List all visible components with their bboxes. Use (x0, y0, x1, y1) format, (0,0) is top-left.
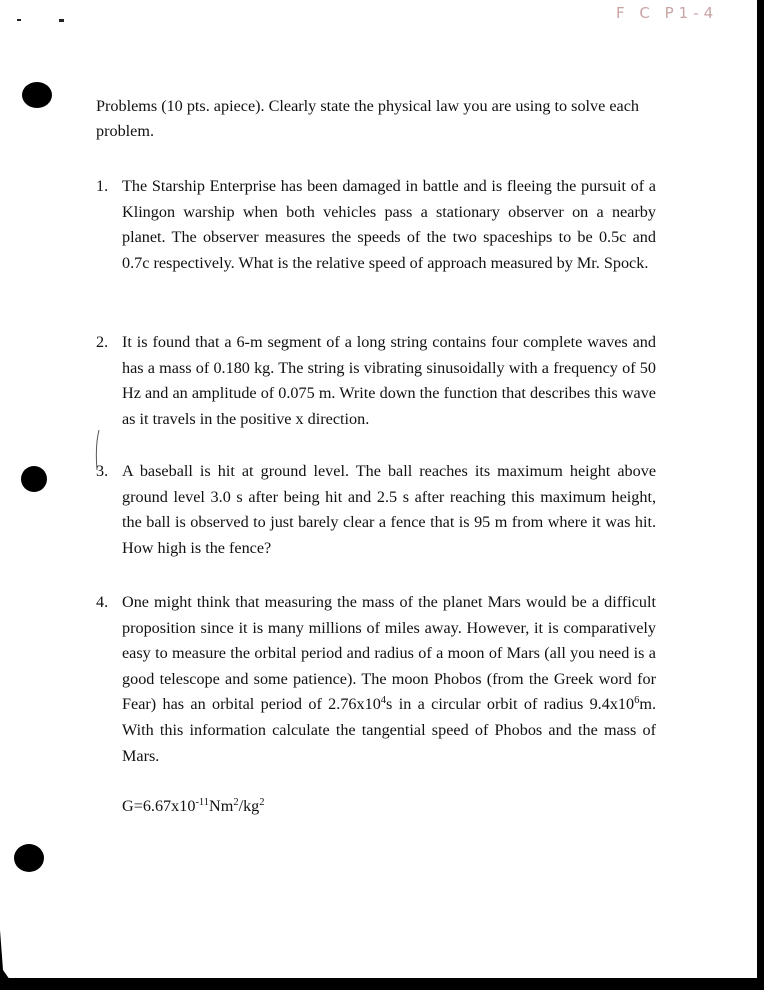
scan-border-bottom (0, 978, 764, 990)
problem-number: 3. (96, 462, 109, 480)
problem-text-part: s in a circular orbit of radius 9.4x10 (386, 695, 635, 714)
problem-item (96, 459, 656, 561)
gravitational-constant (122, 797, 265, 816)
problem-item (96, 590, 656, 769)
constant-part: G=6.67x10 (122, 797, 196, 815)
scan-dash-mark (59, 19, 64, 22)
exponent: 2 (259, 797, 265, 808)
scan-dash-mark (17, 19, 21, 21)
problem-number: 2. (96, 333, 109, 351)
problem-number: 4. (96, 593, 109, 611)
scan-border-right (757, 0, 764, 990)
constant-part: Nm (209, 797, 234, 815)
problem-text-part: One might think that measuring the mass of the planet Mars would be a difficult proposition since it is many millions of miles away. However, it is comparatively easy to measure the orbital period and radius of a moon of Mars (all you need is a good telescope and some patience). The moon Phobos (from the Greek word for Fear) has an orbital period of 2.76x10 (122, 593, 656, 714)
constant-part: /kg (238, 797, 260, 815)
problem-text: The Starship Enterprise has been damaged in battle and is fleeing the pursuit of a Klingon warship when both vehicles pass a stationary observer on a nearby planet. The observer measures the speeds of the two spaceships to be 0.5c and 0.7c respectively. What is the relative speed of approach measured by Mr. Spock. (122, 177, 656, 272)
problem-item (96, 330, 656, 432)
exponent: 2 (233, 797, 239, 808)
problem-number: 1. (96, 177, 109, 195)
problem-text-part: m. With this information calculate the tangential speed of Phobos and the mass of Mars. (122, 695, 656, 765)
instructions-paragraph: Problems (10 pts. apiece). Clearly state the physical law you are using to solve each problem. (96, 97, 640, 140)
punch-hole-middle (21, 466, 47, 492)
exponent: 4 (380, 695, 387, 707)
problem-item (96, 174, 656, 276)
problem-text: It is found that a 6-m segment of a long string contains four complete waves and has a mass of 0.180 kg. The string is vibrating sinusoidally with a frequency of 50 Hz and an amplitude of 0.075 m. Write down the function that describes this wave as it travels in the positive x direction. (122, 333, 656, 428)
handwritten-note: F C P1-4 (616, 4, 719, 22)
punch-hole-bottom (14, 844, 44, 872)
exponent: -11 (195, 797, 210, 808)
scan-border-left-corner (0, 930, 10, 980)
problem-text: A baseball is hit at ground level. The ball reaches its maximum height above ground level 3.0 s after being hit and 2.5 s after reaching this maximum height, the ball is observed to just barely clear a fence that is 95 m from where it was hit. How high is the fence? (122, 462, 656, 557)
exponent: 6 (634, 695, 640, 707)
problem-text (122, 590, 656, 769)
punch-hole-top (22, 82, 52, 108)
